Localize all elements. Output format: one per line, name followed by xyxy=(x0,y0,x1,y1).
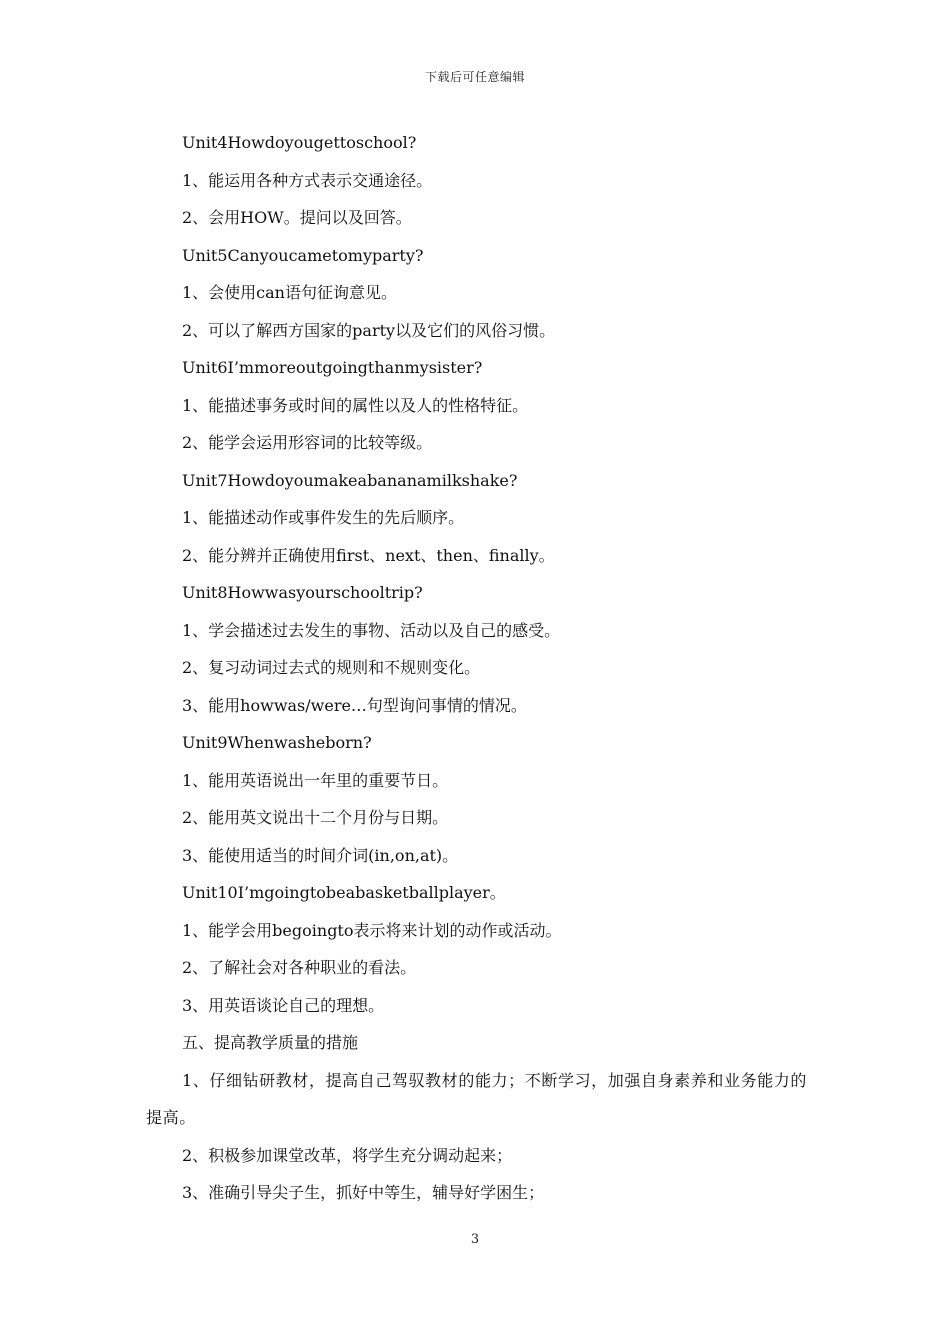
unit8-item-2: 2、复习动词过去式的规则和不规则变化。 xyxy=(182,658,481,677)
document-body xyxy=(146,124,810,1212)
unit10-item-3: 3、用英语谈论自己的理想。 xyxy=(182,995,385,1015)
measure-item-1: 1、仔细钻研教材，提高自己驾驭教材的能力；不断学习，加强自身素养和业务能力的提高。 xyxy=(146,1070,807,1127)
unit7-heading: Unit7Howdoyoumakeabananamilkshake? xyxy=(182,470,518,490)
unit5-heading: Unit5Canyoucametomyparty? xyxy=(182,245,424,265)
unit9-item-3: 3、能使用适当的时间介词(in,on,at)。 xyxy=(182,845,459,865)
unit4-item-1: 1、能运用各种方式表示交通途径。 xyxy=(182,170,433,190)
measure-item-3: 3、准确引导尖子生，抓好中等生，辅导好学困生； xyxy=(182,1183,545,1202)
unit4-item-2: 2、会用HOW。提问以及回答。 xyxy=(182,208,412,227)
unit6-item-2: 2、能学会运用形容词的比较等级。 xyxy=(182,433,433,452)
unit6-heading: Unit6I’mmoreoutgoingthanmysister? xyxy=(182,358,483,377)
unit4-heading: Unit4Howdoyougettoschool? xyxy=(182,133,417,152)
unit7-item-2: 2、能分辨并正确使用first、next、then、finally。 xyxy=(182,545,555,565)
unit9-item-2: 2、能用英文说出十二个月份与日期。 xyxy=(182,808,449,827)
unit10-item-2: 2、了解社会对各种职业的看法。 xyxy=(182,958,417,977)
page-number: 3 xyxy=(470,1232,480,1247)
measure-item-2: 2、积极参加课堂改革，将学生充分调动起来； xyxy=(182,1145,513,1165)
unit9-item-1: 1、能用英语说出一年里的重要节日。 xyxy=(182,770,449,790)
unit8-item-3: 3、能用howwas/were…句型询问事情的情况。 xyxy=(182,695,527,715)
unit6-item-1: 1、能描述事务或时间的属性以及人的性格特征。 xyxy=(182,395,529,415)
unit5-item-1: 1、会使用can语句征询意见。 xyxy=(182,283,397,302)
page-header: 下载后可任意编辑 xyxy=(424,70,525,84)
unit8-heading: Unit8Howwasyourschooltrip? xyxy=(182,583,423,602)
section-five-heading: 五、提高教学质量的措施 xyxy=(182,1033,359,1052)
unit5-item-2: 2、可以了解西方国家的party以及它们的风俗习惯。 xyxy=(182,320,556,340)
unit9-heading: Unit9Whenwasheborn? xyxy=(182,733,372,752)
unit8-item-1: 1、学会描述过去发生的事物、活动以及自己的感受。 xyxy=(182,620,561,640)
unit10-item-1: 1、能学会用begoingto表示将来计划的动作或活动。 xyxy=(182,920,562,940)
unit7-item-1: 1、能描述动作或事件发生的先后顺序。 xyxy=(182,508,465,527)
unit10-heading: Unit10I’mgoingtobeabasketballplayer。 xyxy=(182,883,506,902)
